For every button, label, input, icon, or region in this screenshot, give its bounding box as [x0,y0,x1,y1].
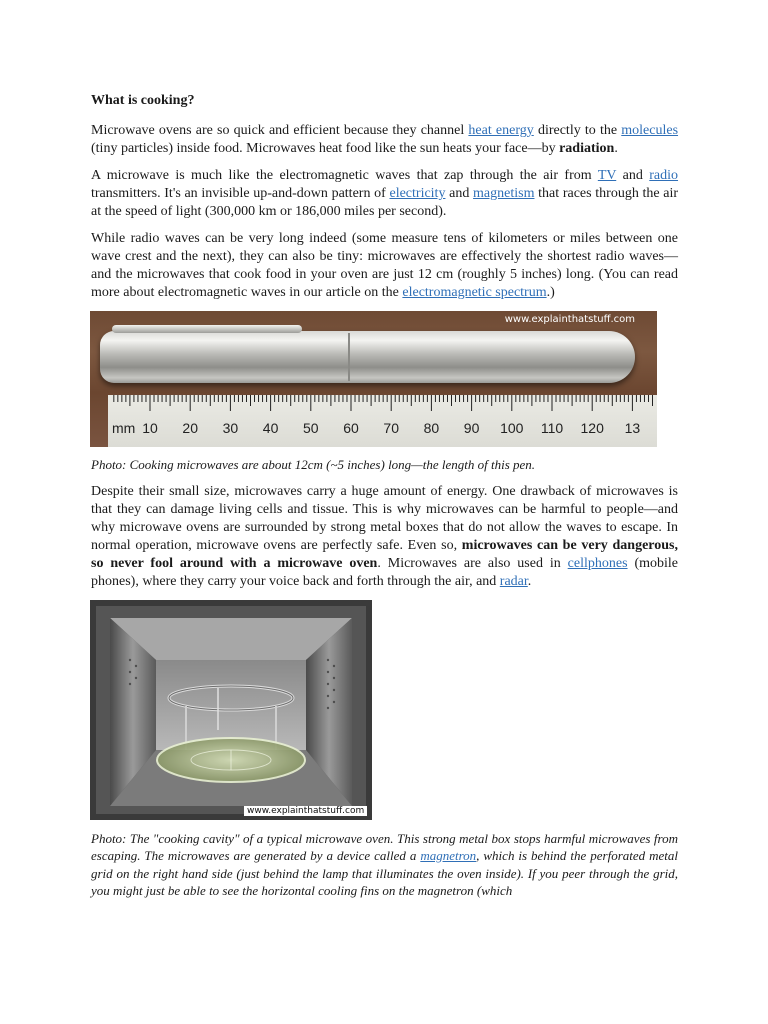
ruler-label: 80 [423,420,440,436]
link-magnetron[interactable]: magnetron [420,848,477,863]
ruler-label: 20 [182,420,198,436]
ruler-label: 110 [540,420,564,436]
ruler-label: 30 [222,420,239,436]
link-radar[interactable]: radar [499,573,528,589]
ruler-label: 10 [142,420,158,436]
photo-watermark: www.explainthatstuff.com [504,314,635,325]
paragraph-wavelength: While radio waves can be very long indeed (some measure tens of kilometers or miles between one wave crest and the next), they can also be tiny: microwaves are effectively the shortest radio waves—and the microwaves that cook food in your oven are just 12 cm (roughly 5 inches) long. (You can read more about electromagnetic waves in our article on the electromagnetic spectrum.) [91,231,678,300]
caption-microwave: Photo: The "cooking cavity" of a typical microwave oven. This strong metal box stops harmful microwaves from escaping. The microwaves are generated by a device called a magnetron, which is behind the perforated metal grid on the right hand side (just behind the lamp that illuminates the oven inside). If you peer through the grid, you might just be able to see the horizontal cooling fins on the magnetron (which [91,830,678,898]
link-electricity[interactable]: electricity [389,186,446,201]
microwave-cavity-illustration [90,600,372,820]
section-heading: What is cooking? [91,93,195,108]
caption-pen: Photo: Cooking microwaves are about 12cm (~5 inches) long—the length of this pen. [91,457,536,472]
paragraph-intro: Microwave ovens are so quick and efficient because they channel heat energy directly to the molecules (tiny particles) inside food. Microwaves heat food like the sun heats your face—by radiation. [91,123,679,156]
ruler-label: 13 [624,420,641,436]
pen-clip [112,325,302,333]
ruler-label: 70 [383,420,399,436]
link-heat-energy[interactable]: heat energy [468,123,534,138]
article [91,92,678,909]
paragraph-energy: Despite their small size, microwaves carry a huge amount of energy. One drawback of microwaves is that they can damage living cells and tissue. This is why microwaves can be harmful to people—and why microwave ovens are surrounded by strong metal boxes that do not allow the waves to escape. In normal operation, microwave ovens are perfectly safe. Even so, microwaves can be very dangerous, so never fool around with a microwave oven. Microwaves are also used in cellphones (mobile phones), where they carry your voice back and forth through the air, and radar. [91,483,678,589]
ruler-label: 50 [303,420,319,436]
link-cellphones[interactable]: cellphones [567,555,628,571]
ruler-scale [108,395,657,447]
link-molecules[interactable]: molecules [621,123,679,138]
microwave-photo [90,600,372,820]
pen-illustration [100,331,635,383]
ruler-label: 40 [262,420,279,436]
link-magnetism[interactable]: magnetism [473,186,535,201]
bold-radiation: radiation [559,141,615,156]
ruler-label: 120 [580,420,604,436]
bold-warning: microwaves can be very dangerous, so never fool around with a microwave oven [91,537,678,571]
photo-watermark: www.explainthatstuff.com [244,806,367,816]
ruler-label: 60 [343,420,359,436]
ruler-label: 90 [463,420,480,436]
pen-photo [90,311,657,447]
paragraph-electromagnetic: A microwave is much like the electromagnetic waves that zap through the air from TV and radio transmitters. It's an invisible up-and-down pattern of electricity and magnetism that races through the air at the speed of light (300,000 km or 186,000 miles per second). [91,168,679,219]
link-electromagnetic-spectrum[interactable]: electromagnetic spectrum [402,285,547,300]
ruler-unit-label: mm [112,420,136,436]
link-tv[interactable]: TV [597,168,617,183]
ruler [108,395,657,447]
link-radio[interactable]: radio [649,168,679,183]
ruler-label: 100 [500,420,524,436]
